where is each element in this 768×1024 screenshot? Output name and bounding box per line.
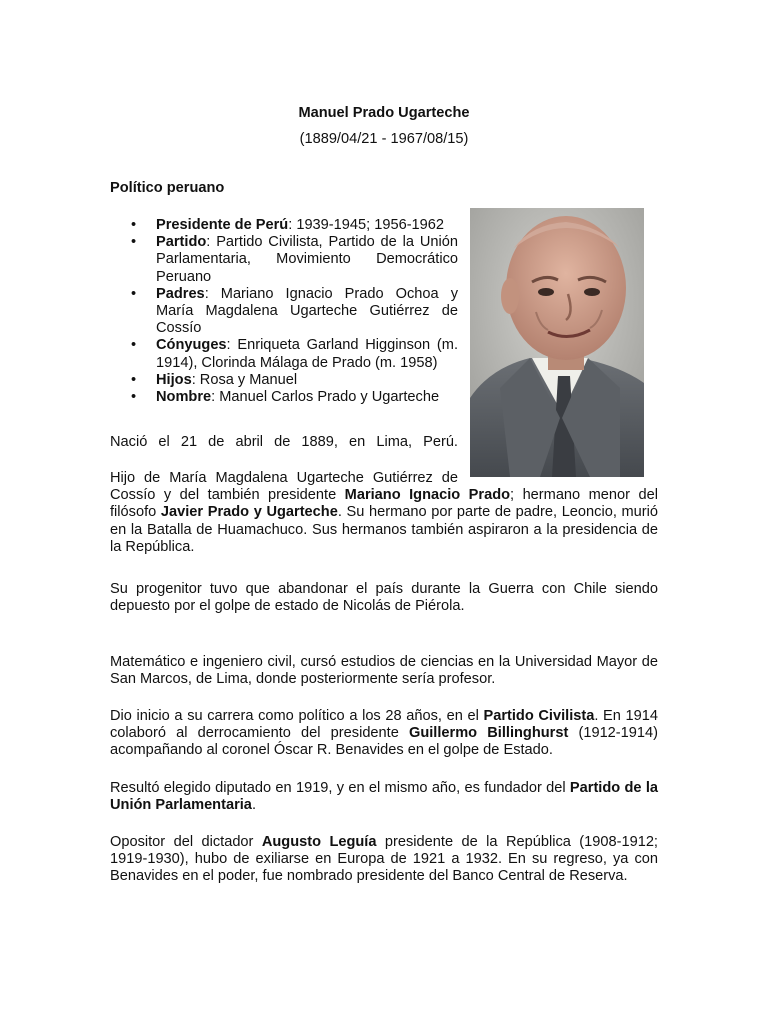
fact-value: : Mariano Ignacio Prado Ochoa y María Magdalena Ugarteche Gutiérrez de Cossío (156, 285, 458, 337)
page-title: Manuel Prado Ugarteche (298, 105, 470, 121)
fact-value: : Enriqueta Garland Higginson (m. 1914), Clorinda Málaga de Prado (m. 1958) (156, 337, 458, 371)
list-item (110, 286, 458, 338)
facts-list (110, 217, 458, 406)
fact-value: : 1939-1945; 1956-1962 (288, 217, 445, 233)
paragraph-text: Opositor del dictador (110, 834, 262, 850)
paragraph-text: . (251, 797, 256, 814)
list-item (110, 372, 458, 389)
fact-label: Hijos (156, 371, 192, 388)
paragraph (110, 470, 658, 556)
fact-value: : Rosa y Manuel (191, 371, 298, 388)
paragraph-text: (1912-1914) acompañando al coronel Óscar R. Benavides en el golpe de Estado. (110, 725, 658, 759)
fact-label: Partido (156, 234, 207, 251)
paragraph (110, 581, 658, 615)
person-name: Guillermo Billinghurst (408, 725, 569, 742)
paragraph (110, 708, 658, 760)
subtitle: Político peruano (110, 180, 225, 196)
paragraph-text: Dio inicio a su carrera como político a los 28 años, en el (110, 708, 484, 724)
person-name: Javier Prado y Ugarteche (160, 504, 338, 521)
paragraph-text: Hijo de María Magdalena Ugarteche Gutiérrez de (110, 470, 458, 486)
paragraph (110, 834, 658, 886)
paragraph-text: Su progenitor tuvo que abandonar el país durante la Guerra con Chile siendo depuesto por el golpe de estado de Nicolás de Piérola. (110, 581, 658, 615)
paragraph-text: . En 1914 colaboró al derrocamiento del presidente (110, 708, 659, 742)
party-name: Partido de la Unión Parlamentaria (110, 780, 658, 814)
list-item (110, 389, 458, 406)
fact-value: : Manuel Carlos Prado y Ugarteche (211, 389, 440, 406)
paragraph-text: Cossío y del también presidente (110, 487, 345, 504)
life-dates: (1889/04/21 - 1967/08/15) (299, 131, 469, 147)
list-item (110, 337, 458, 371)
paragraph-text: presidente de la República (1908-1912; 1919-1930), hubo de exiliarse en Europa de 1921 a 1932. En su regreso, ya con Benavides en el poder, fue nombrado presidente del Banco Central de Reserva. (110, 834, 658, 885)
paragraph-text: Resultó elegido diputado en 1919, y en el mismo año, es fundador del (110, 780, 570, 796)
paragraph (110, 654, 658, 688)
fact-label: Nombre (156, 389, 212, 406)
fact-label: Presidente de Perú (156, 217, 289, 233)
paragraph-text: ; hermano menor del filósofo (110, 487, 658, 521)
paragraph-text: . Su hermano por parte de padre, Leoncio, murió en la Batalla de Huamachuco. Sus hermanos también aspiraron a la presidencia de la República. (110, 504, 658, 555)
list-item (110, 217, 458, 234)
paragraph-text: Matemático e ingeniero civil, cursó estudios de ciencias en la Universidad Mayor de San Marcos, de Lima, donde posteriormente sería profesor. (110, 654, 658, 688)
fact-value: : Partido Civilista, Partido de la Unión Parlamentaria, Movimiento Democrático Peruano (156, 234, 458, 285)
fact-label: Padres (156, 285, 205, 302)
paragraph (110, 434, 658, 451)
fact-label: Cónyuges (156, 337, 227, 354)
paragraph-text: Nació el 21 de abril de 1889, en Lima, Perú. (110, 434, 458, 450)
person-name: Augusto Leguía (261, 834, 377, 850)
party-name: Partido Civilista (483, 708, 595, 724)
paragraph (110, 780, 658, 814)
list-item (110, 234, 458, 286)
person-name: Mariano Ignacio Prado (344, 487, 511, 504)
